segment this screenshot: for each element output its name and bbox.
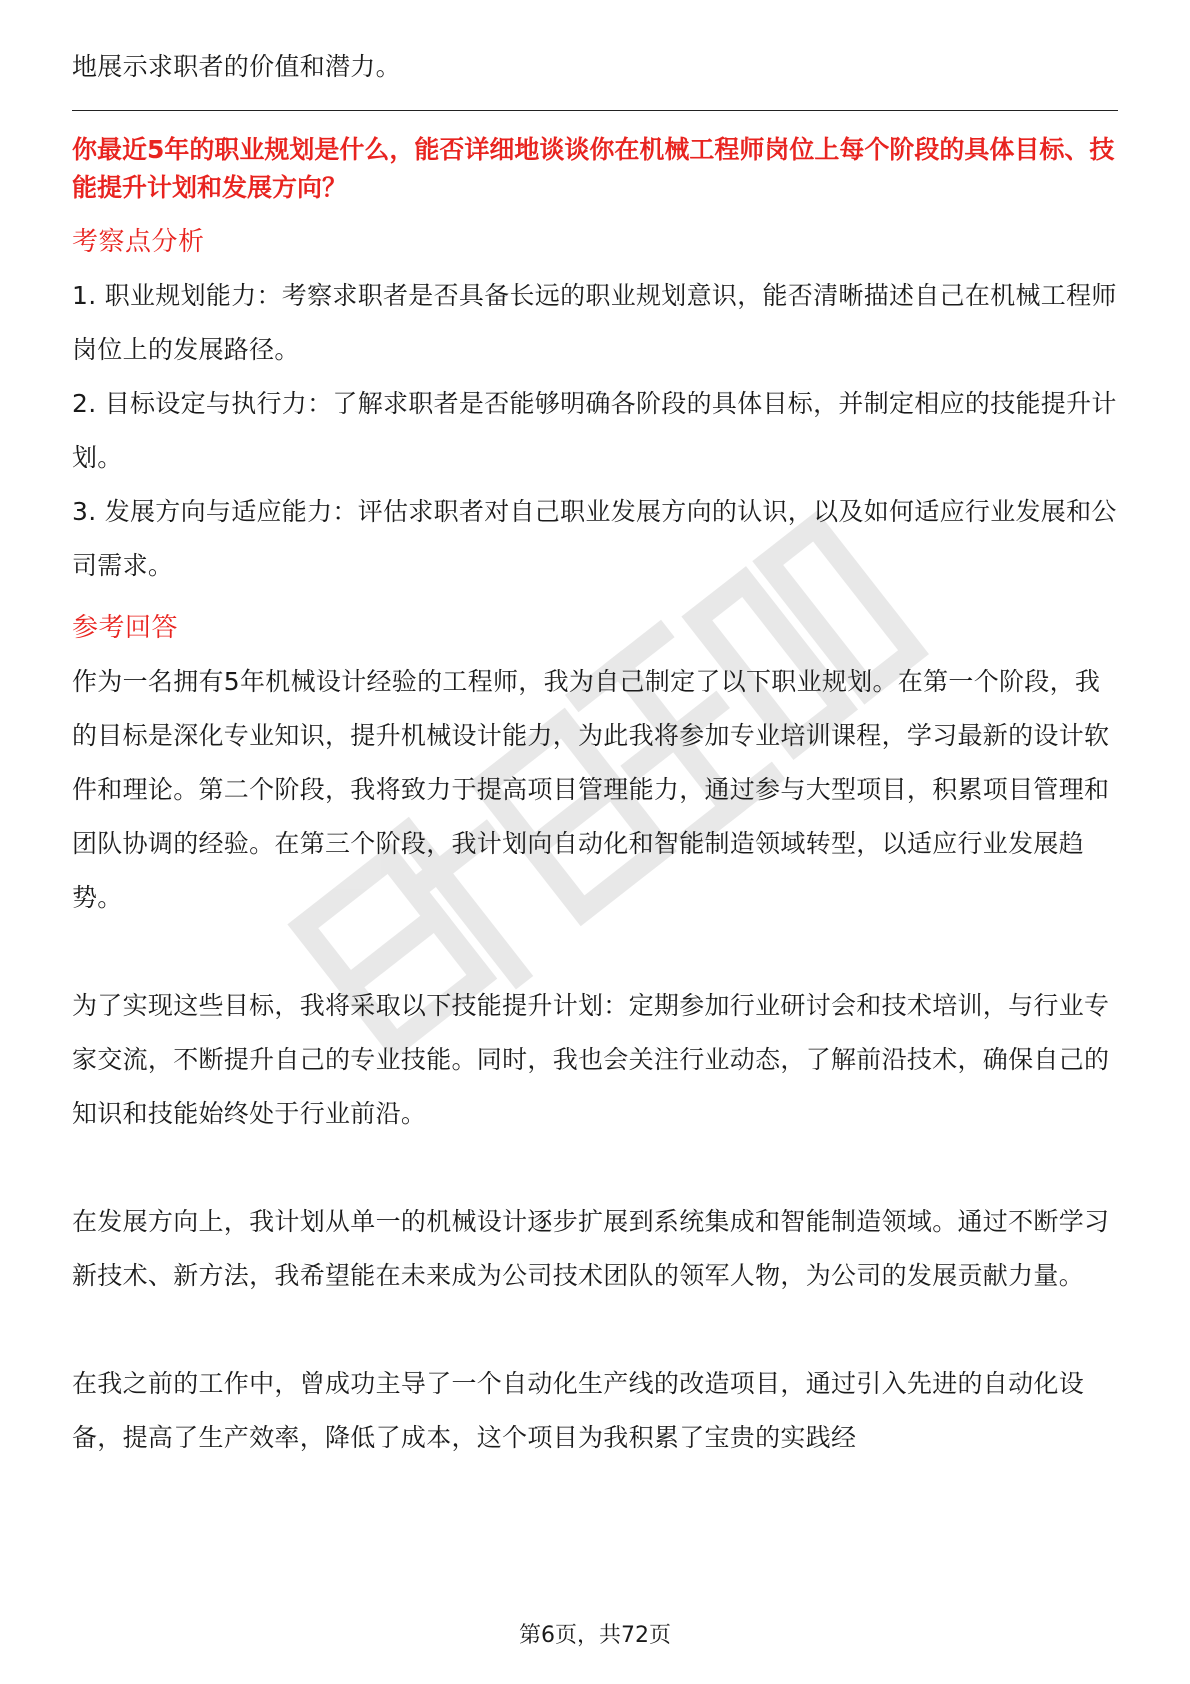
analysis-item: 3. 发展方向与适应能力：评估求职者对自己职业发展方向的认识，以及如何适应行业发展和公司需求。	[72, 497, 1117, 580]
answer-paragraph: 在我之前的工作中，曾成功主导了一个自动化生产线的改造项目，通过引入先进的自动化设备，提高了生产效率，降低了成本，这个项目为我积累了宝贵的实践经	[72, 1369, 1085, 1452]
document-body	[72, 40, 1118, 1465]
answer-paragraph: 作为一名拥有5年机械设计经验的工程师，我为自己制定了以下职业规划。在第一个阶段，我的目标是深化专业知识，提升机械设计能力，为此我将参加专业培训课程，学习最新的设计软件和理论。第二个阶段，我将致力于提高项目管理能力，通过参与大型项目，积累项目管理和团队协调的经验。在第三个阶段，我计划向自动化和智能制造领域转型，以适应行业发展趋势。	[72, 667, 1110, 912]
page-number: 第6页，共72页	[519, 1623, 671, 1648]
answer-heading: 参考回答	[72, 613, 179, 643]
analysis-item: 1. 职业规划能力：考察求职者是否具备长远的职业规划意识，能否清晰描述自己在机械工程师岗位上的发展路径。	[72, 281, 1117, 364]
analysis-heading: 考察点分析	[72, 227, 205, 257]
answer-paragraph: 为了实现这些目标，我将采取以下技能提升计划：定期参加行业研讨会和技术培训，与行业专家交流，不断提升自己的专业技能。同时，我也会关注行业动态，了解前沿技术，确保自己的知识和技能始终处于行业前沿。	[72, 991, 1110, 1128]
continuation-text: 地展示求职者的价值和潜力。	[72, 52, 401, 81]
analysis-item: 2. 目标设定与执行力：了解求职者是否能够明确各阶段的具体目标，并制定相应的技能提升计划。	[72, 389, 1117, 472]
interview-question: 你最近5年的职业规划是什么，能否详细地谈谈你在机械工程师岗位上每个阶段的具体目标、技能提升计划和发展方向？	[72, 135, 1115, 202]
answer-paragraph: 在发展方向上，我计划从单一的机械设计逐步扩展到系统集成和智能制造领域。通过不断学习新技术、新方法，我希望能在未来成为公司技术团队的领军人物，为公司的发展贡献力量。	[72, 1207, 1110, 1290]
section-divider	[72, 110, 1118, 111]
